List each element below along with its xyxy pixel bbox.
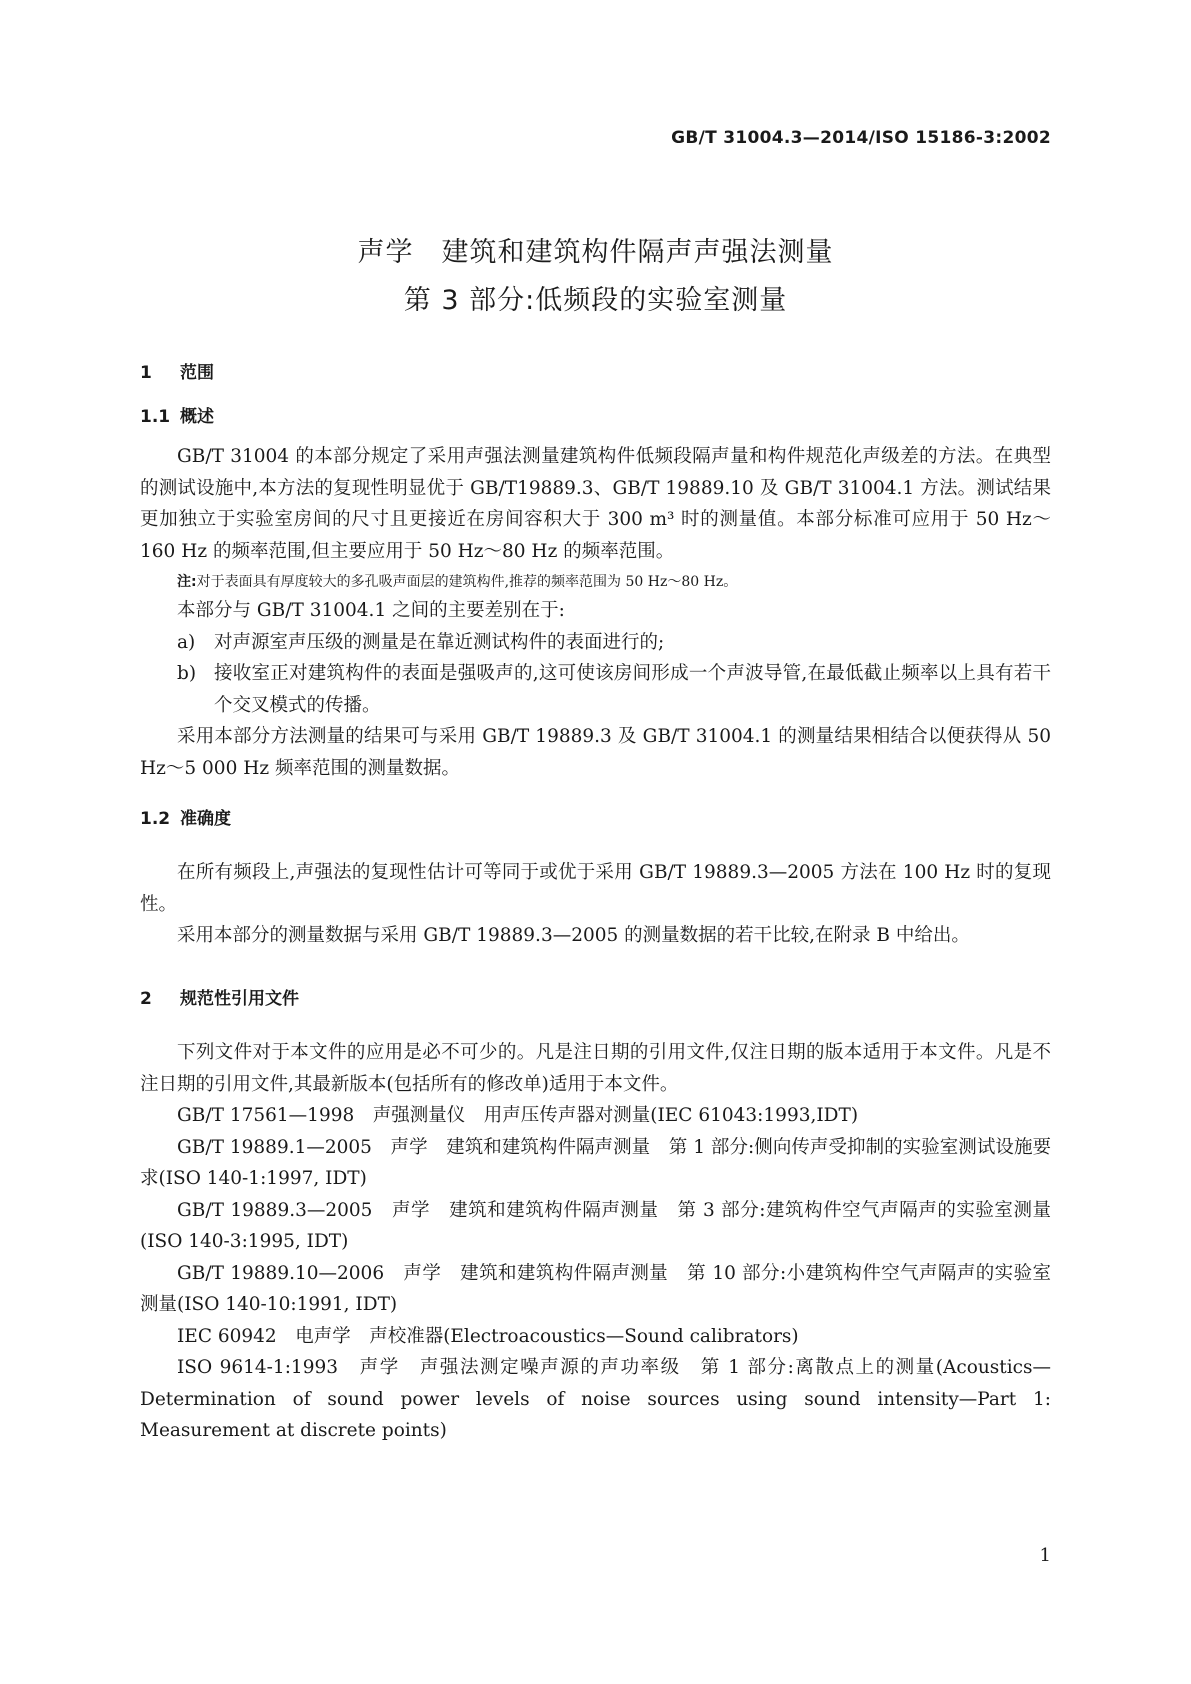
section-1-1-body <box>140 441 1051 784</box>
reference-item: ISO 9614-1:1993 声学 声强法测定噪声源的声功率级 第 1 部分:离散点上的测量(Acoustics—Determination of sound power levels of noise sources using sound intensity—Part 1: Measurement at discrete points) <box>140 1357 1051 1441</box>
note-text: 对于表面具有厚度较大的多孔吸声面层的建筑构件,推荐的频率范围为 50 Hz～80 Hz。 <box>196 574 738 590</box>
note-label: 注: <box>177 574 197 590</box>
section-2-body <box>140 1037 1051 1447</box>
reference-item: GB/T 19889.10—2006 声学 建筑和建筑构件隔声测量 第 10 部分:小建筑构件空气声隔声的实验室测量(ISO 140-10:1991, IDT) <box>140 1262 1051 1315</box>
section-2-heading <box>140 984 299 1009</box>
section-number: 1 <box>140 363 152 383</box>
section-1-2-heading <box>140 804 231 829</box>
paragraph: 在所有频段上,声强法的复现性估计可等同于或优于采用 GB/T 19889.3—2005 方法在 100 Hz 时的复现性。 <box>140 862 1051 915</box>
note <box>140 571 1051 593</box>
list-marker: a) <box>177 631 196 653</box>
section-1-2-body <box>140 857 1051 952</box>
section-number: 1.2 <box>140 809 171 829</box>
paragraph: 本部分与 GB/T 31004.1 之间的主要差别在于: <box>177 600 565 621</box>
section-number: 1.1 <box>140 407 171 427</box>
list-item-text: 对声源室声压级的测量是在靠近测试构件的表面进行的; <box>214 631 665 653</box>
reference-item: GB/T 19889.3—2005 声学 建筑和建筑构件隔声测量 第 3 部分:建筑构件空气声隔声的实验室测量(ISO 140-3:1995, IDT) <box>140 1199 1051 1252</box>
reference-item: GB/T 19889.1—2005 声学 建筑和建筑构件隔声测量 第 1 部分:侧向传声受抑制的实验室测试设施要求(ISO 140-1:1997, IDT) <box>140 1136 1051 1189</box>
reference-item: GB/T 17561—1998 声强测量仪 用声压传声器对测量(IEC 61043:1993,IDT) <box>177 1105 859 1126</box>
section-number: 2 <box>140 989 152 1009</box>
paragraph: 采用本部分的测量数据与采用 GB/T 19889.3—2005 的测量数据的若干比较,在附录 B 中给出。 <box>177 925 970 946</box>
section-1-heading <box>140 358 214 383</box>
paragraph: 下列文件对于本文件的应用是必不可少的。凡是注日期的引用文件,仅注日期的版本适用于本文件。凡是不注日期的引用文件,其最新版本(包括所有的修改单)适用于本文件。 <box>140 1042 1051 1095</box>
list-item-a <box>140 627 1051 659</box>
reference-item: IEC 60942 电声学 声校准器(Electroacoustics—Sound calibrators) <box>177 1325 799 1347</box>
document-title-line2: 第 3 部分:低频段的实验室测量 <box>403 285 788 316</box>
section-title: 范围 <box>180 363 214 383</box>
section-title: 概述 <box>180 407 214 427</box>
list-item-text: 接收室正对建筑构件的表面是强吸声的,这可使该房间形成一个声波导管,在最低截止频率以上具有若干个交叉模式的传播。 <box>214 663 1051 716</box>
standard-number: GB/T 31004.3—2014/ISO 15186-3:2002 <box>671 128 1051 148</box>
section-title: 规范性引用文件 <box>180 989 299 1009</box>
section-title: 准确度 <box>180 809 231 829</box>
paragraph: 采用本部分方法测量的结果可与采用 GB/T 19889.3 及 GB/T 31004.1 的测量结果相结合以便获得从 50 Hz～5 000 Hz 频率范围的测量数据。 <box>140 726 1051 779</box>
list-marker: b) <box>177 663 197 684</box>
paragraph: GB/T 31004 的本部分规定了采用声强法测量建筑构件低频段隔声量和构件规范化声级差的方法。在典型的测试设施中,本方法的复现性明显优于 GB/T19889.3、GB/T 19889.10 及 GB/T 31004.1 方法。测试结果更加独立于实验室房间的尺寸且更接近在房间容积大于 300 m³ 时的测量值。本部分标准可应用于 50 Hz～160 Hz 的频率范围,但主要应用于 50 Hz～80 Hz 的频率范围。 <box>140 446 1051 562</box>
list-item-b <box>140 658 1051 721</box>
page-number: 1 <box>1039 1545 1051 1566</box>
document-title-line1: 声学 建筑和建筑构件隔声声强法测量 <box>357 237 834 268</box>
section-1-1-heading <box>140 402 214 427</box>
